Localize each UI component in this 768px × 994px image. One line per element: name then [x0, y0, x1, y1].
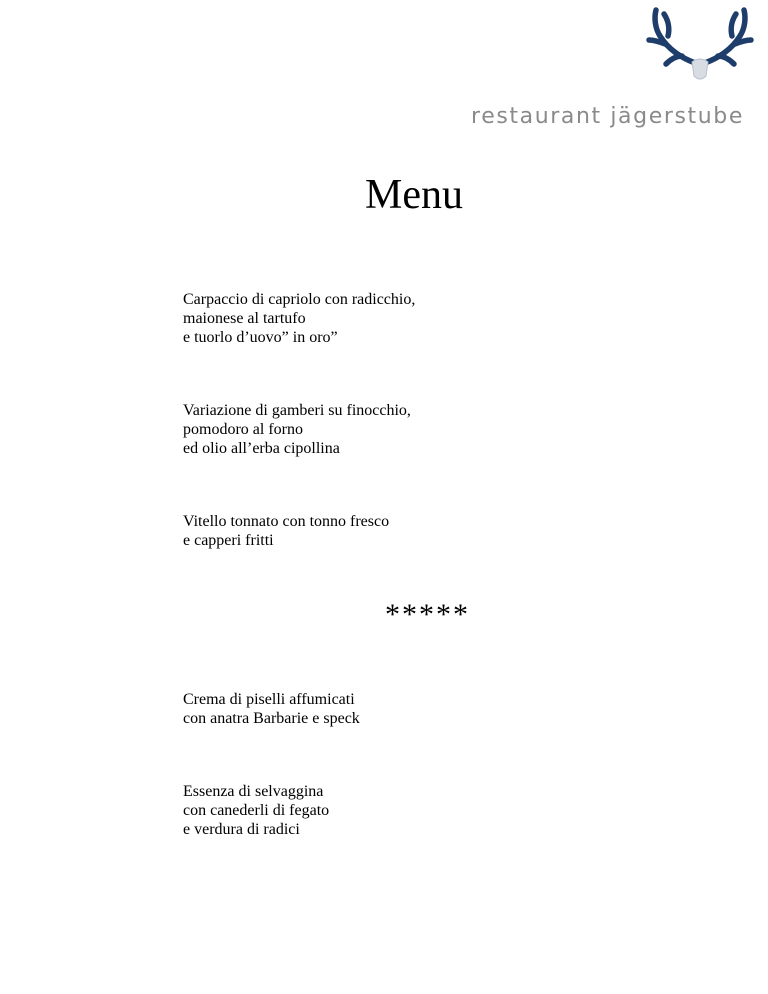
course-line: Carpaccio di capriolo con radicchio, [183, 291, 416, 308]
menu-course [183, 690, 623, 728]
course-line: Crema di piselli affumicati [183, 691, 355, 708]
menu-course [183, 782, 623, 839]
course-line: e capperi fritti [183, 532, 274, 549]
course-line: Vitello tonnato con tonno fresco [183, 513, 390, 530]
course-line: con anatra Barbarie e speck [183, 710, 360, 727]
course-line: e tuorlo d’uovo” in oro” [183, 329, 338, 346]
page-title: Menu [365, 172, 463, 218]
course-line: e verdura di radici [183, 821, 300, 838]
menu-course [183, 401, 623, 458]
menu-course [183, 290, 623, 347]
course-line: Essenza di selvaggina [183, 783, 324, 800]
course-line: maionese al tartufo [183, 310, 306, 327]
course-line: Variazione di gamberi su finocchio, [183, 402, 411, 419]
course-separator: ***** [385, 598, 470, 631]
menu-course [183, 512, 623, 550]
course-line: pomodoro al forno [183, 421, 303, 438]
antler-icon [646, 6, 754, 92]
restaurant-name: restaurant jägerstube [471, 104, 744, 129]
course-line: con canederli di fegato [183, 802, 330, 819]
course-line: ed olio all’erba cipollina [183, 440, 340, 457]
